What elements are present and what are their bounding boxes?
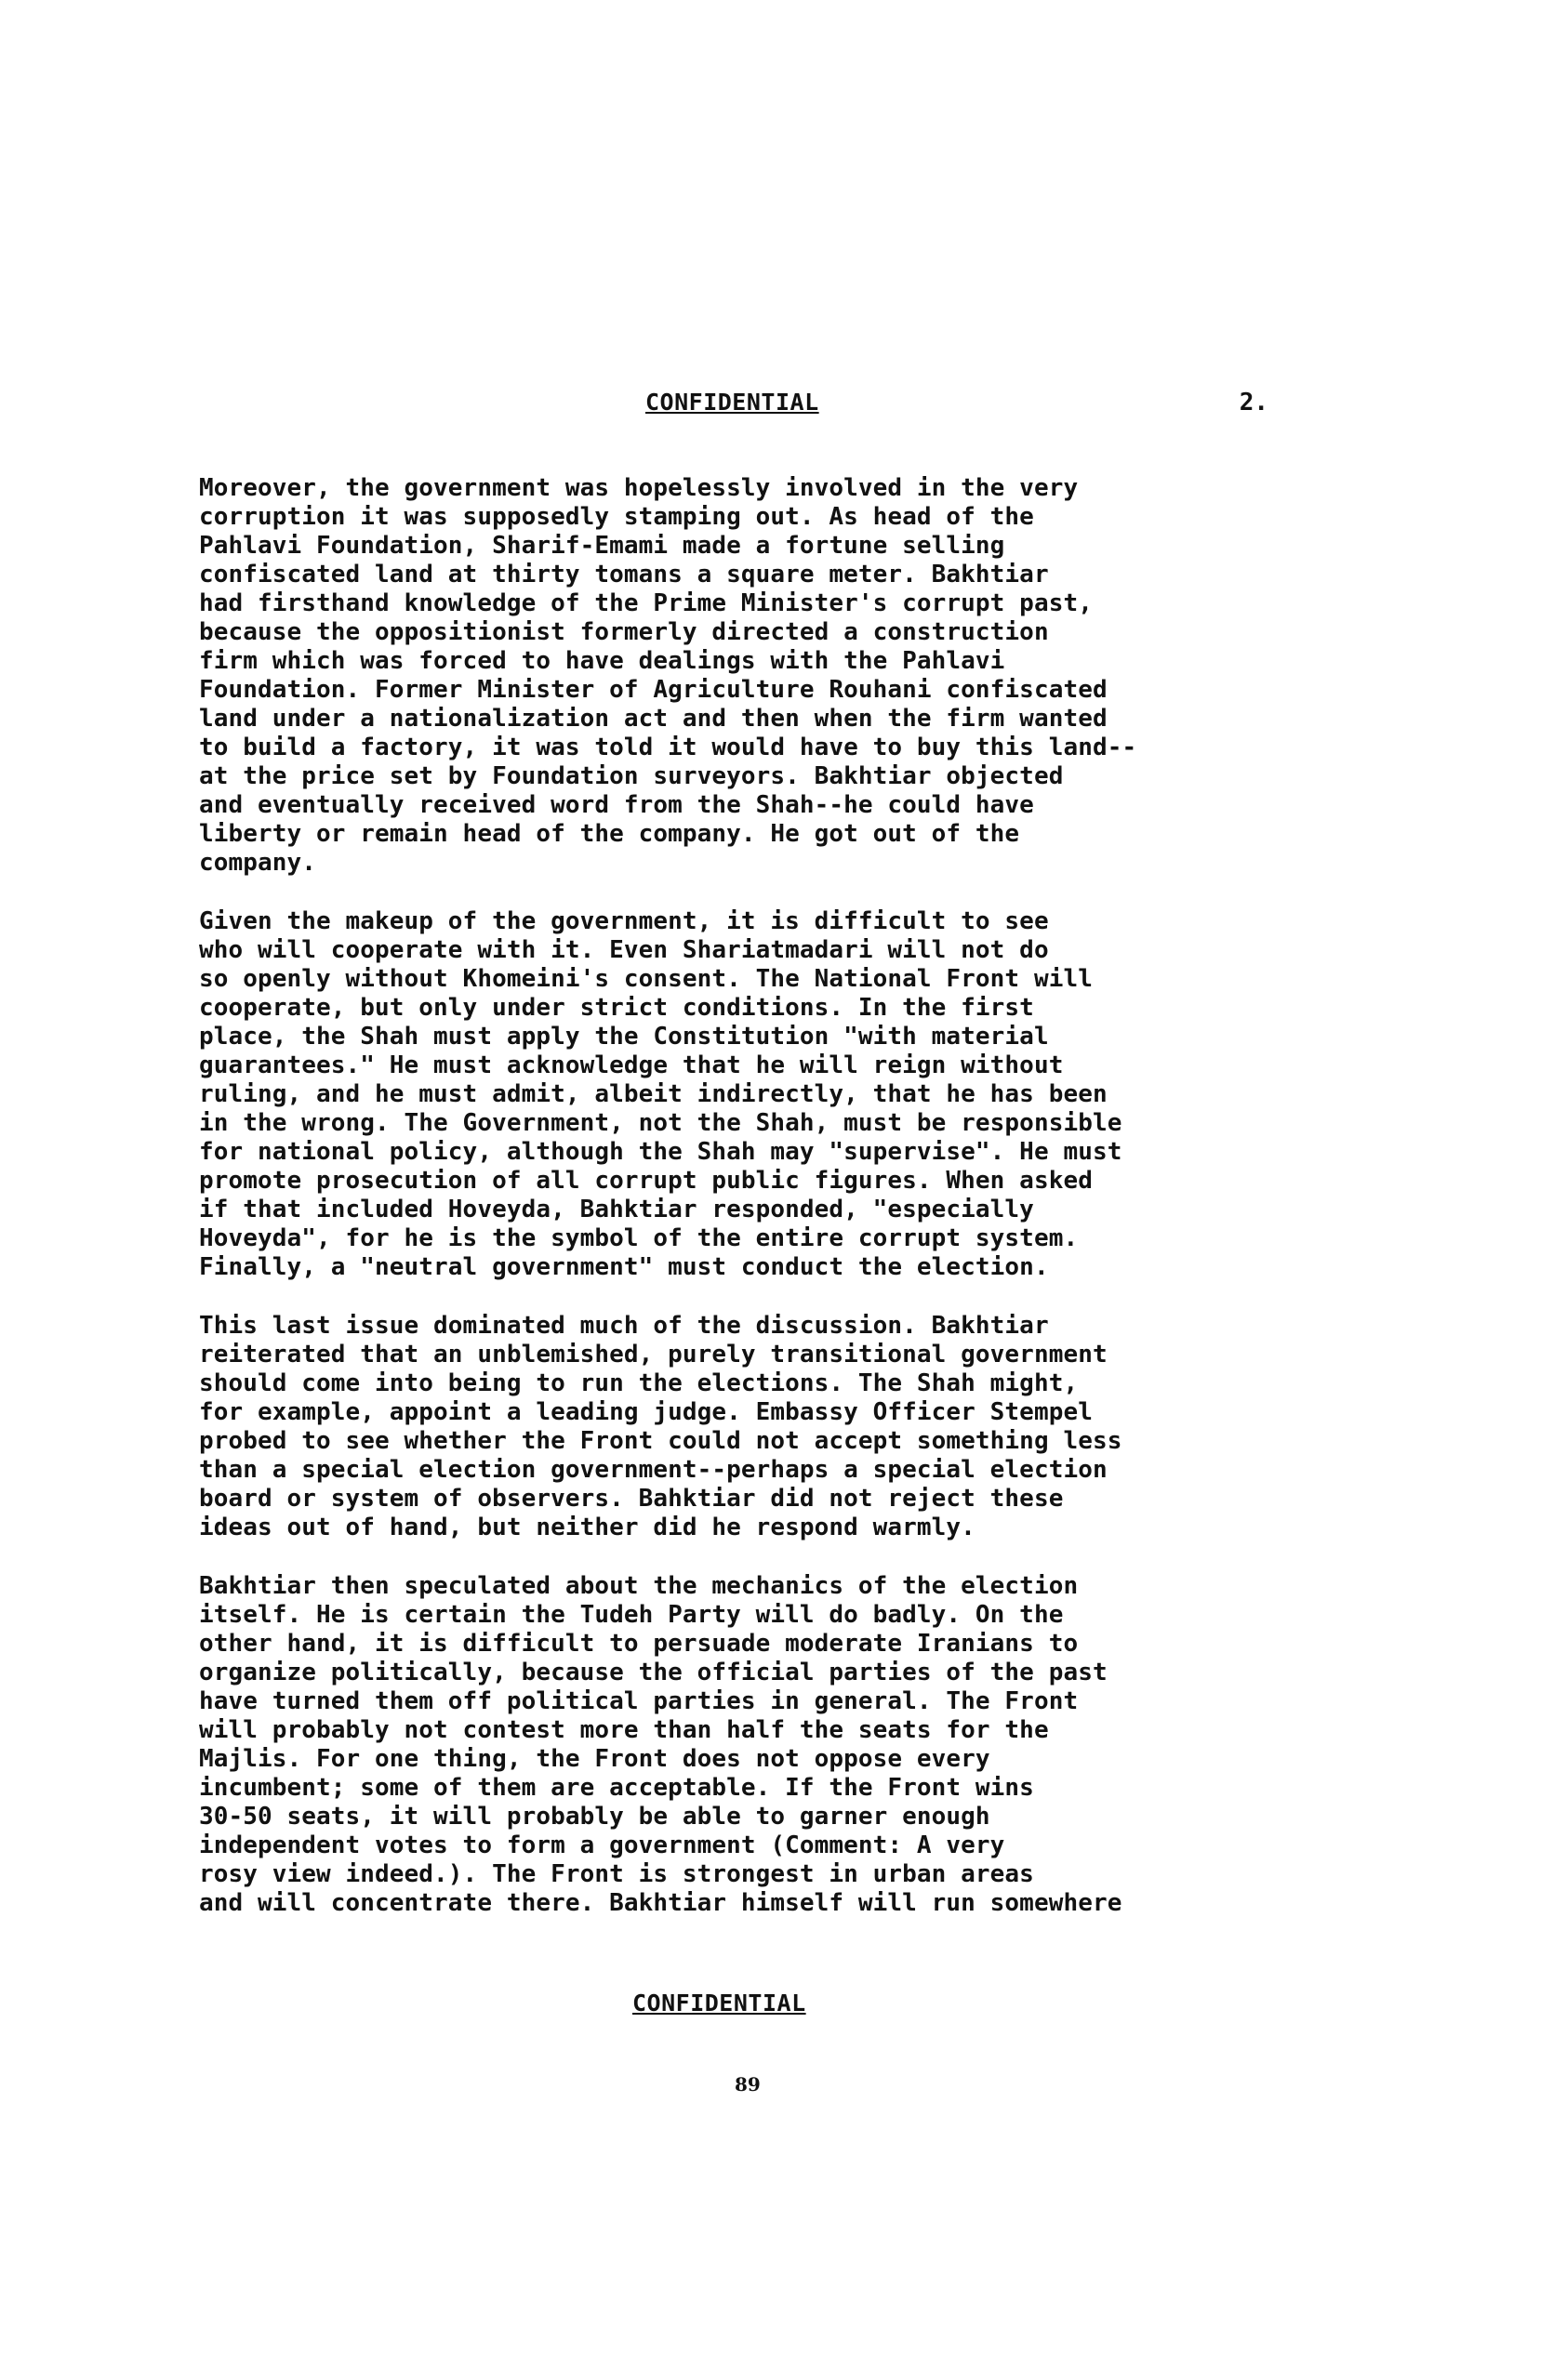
archive-page-number: 89 (735, 2073, 761, 2096)
document-body (199, 474, 1343, 1948)
classification-header: CONFIDENTIAL (645, 389, 819, 416)
paragraph-cooperation: Given the makeup of the government, it is difficult to see who will cooperate with it. Even Shariatmadari will not do so openly without Khomeini's consent. The National Front will cooperate, but only under strict conditions. In the first place, the Shah must apply the Constitution "with material guarantees." He must acknowledge that he will reign without ruling, and he must admit, albeit indirectly, that he has been in the wrong. The Government, not the Shah, must be responsible for national policy, although the Shah may "supervise". He must promote prosecution of all corrupt public figures. When asked if that included Hoveyda, Bahktiar responded, "especially Hoveyda", for he is the symbol of the entire corrupt system. Finally, a "neutral government" must conduct the election. (199, 907, 1122, 1281)
paragraph-election-mechanics: Bakhtiar then speculated about the mechanics of the election itself. He is certain the Tudeh Party will do badly. On the other hand, it is difficult to persuade moderate Iranians to organize politically, because the official parties of the past have turned them off political parties in general. The Front will probably not contest more than half the seats for the Majlis. For one thing, the Front does not oppose every incumbent; some of them are acceptable. If the Front wins 30-50 seats, it will probably be able to garner enough independent votes to form a government (Comment: A very rosy view indeed.). The Front is strongest in urban areas and will concentrate there. Bakhtiar himself will run somewhere (199, 1572, 1122, 1917)
page-number: 2. (1239, 389, 1268, 416)
classification-footer: CONFIDENTIAL (632, 1990, 806, 2016)
page-header (199, 389, 1268, 426)
paragraph-neutral-government: This last issue dominated much of the discussion. Bakhtiar reiterated that an unblemished, purely transitional government should come into being to run the elections. The Shah might, for example, appoint a leading judge. Embassy Officer Stempel probed to see whether the Front could not accept something less than a special election government--perhaps a special election board or system of observers. Bahktiar did not reject these ideas out of hand, but neither did he respond warmly. (199, 1312, 1122, 1541)
paragraph-corruption: Moreover, the government was hopelessly involved in the very corruption it was supposedly stamping out. As head of the Pahlavi Foundation, Sharif-Emami made a fortune selling confiscated land at thirty tomans a square meter. Bakhtiar had firsthand knowledge of the Prime Minister's corrupt past, because the oppositionist formerly directed a construction firm which was forced to have dealings with the Pahlavi Foundation. Former Minister of Agriculture Rouhani confiscated land under a nationalization act and then when the firm wanted to build a factory, it was told it would have to buy this land-- at the price set by Foundation surveyors. Bakhtiar objected and eventually received word from the Shah--he could have liberty or remain head of the company. He got out of the company. (199, 474, 1137, 877)
